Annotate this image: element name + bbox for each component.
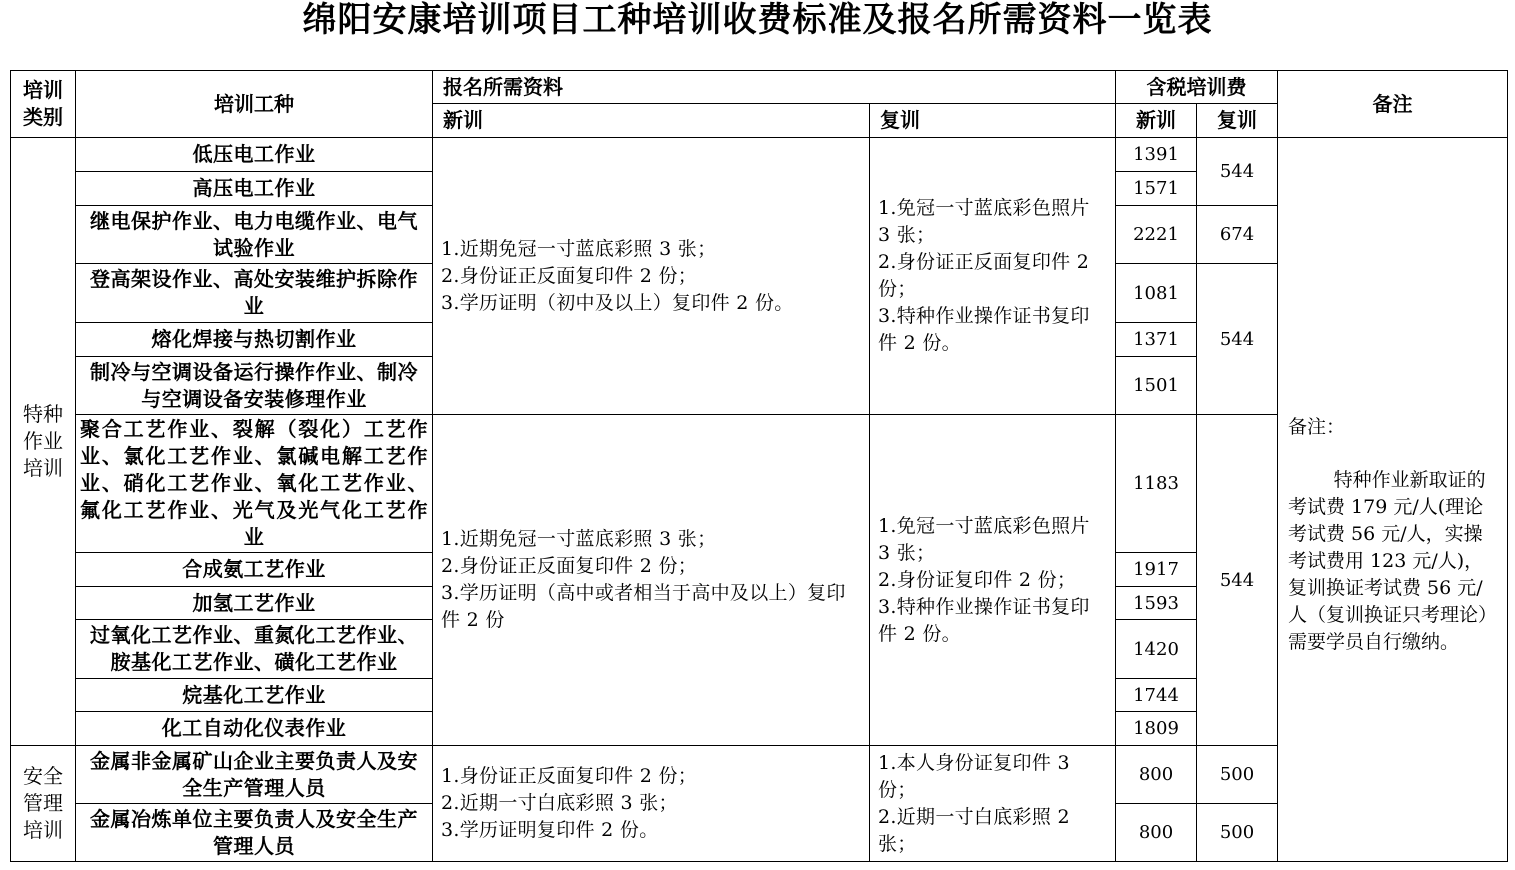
remark-cell	[1278, 138, 1508, 862]
fee-re-cell: 500	[1197, 746, 1278, 804]
job-cell: 继电保护作业、电力电缆作业、电气试验作业	[76, 206, 433, 264]
fee-new-cell: 800	[1116, 804, 1197, 862]
fee-re-cell: 674	[1197, 206, 1278, 264]
job-cell: 登高架设作业、高处安装维护拆除作业	[76, 264, 433, 323]
header-category: 培训类别	[11, 71, 76, 138]
materials-group2-new: 1.近期免冠一寸蓝底彩照 3 张； 2.身份证正反面复印件 2 份； 3.学历证明（高中或者相当于高中及以上）复印件 2 份	[433, 415, 870, 746]
header-fee: 含税培训费	[1116, 71, 1278, 104]
job-cell: 金属冶炼单位主要负责人及安全生产管理人员	[76, 804, 433, 862]
fee-new-cell: 1081	[1116, 264, 1197, 323]
fee-new-cell: 1593	[1116, 587, 1197, 620]
fee-table	[10, 70, 1508, 862]
job-cell: 烷基化工艺作业	[76, 679, 433, 712]
header-fee-re: 复训	[1197, 104, 1278, 138]
category-safety: 安全管理培训	[11, 746, 76, 862]
fee-new-cell: 1420	[1116, 620, 1197, 679]
fee-new-cell: 2221	[1116, 206, 1197, 264]
materials-group1-re: 1.免冠一寸蓝底彩色照片 3 张； 2.身份证正反面复印件 2 份； 3.特种作业操作证书复印件 2 份。	[870, 138, 1116, 415]
materials-group1-new: 1.近期免冠一寸蓝底彩照 3 张； 2.身份证正反面复印件 2 份； 3.学历证明（初中及以上）复印件 2 份。	[433, 138, 870, 415]
fee-new-cell: 1371	[1116, 323, 1197, 357]
job-cell: 低压电工作业	[76, 138, 433, 172]
fee-new-cell: 800	[1116, 746, 1197, 804]
fee-new-cell: 1571	[1116, 172, 1197, 206]
fee-re-cell: 544	[1197, 138, 1278, 206]
header-materials-new: 新训	[433, 104, 870, 138]
fee-new-cell: 1391	[1116, 138, 1197, 172]
job-cell: 合成氨工艺作业	[76, 553, 433, 587]
job-cell: 化工自动化仪表作业	[76, 712, 433, 746]
job-cell: 制冷与空调设备运行操作作业、制冷与空调设备安装修理作业	[76, 357, 433, 415]
fee-re-cell: 544	[1197, 415, 1278, 746]
fee-new-cell: 1809	[1116, 712, 1197, 746]
header-materials-re: 复训	[870, 104, 1116, 138]
job-cell: 熔化焊接与热切割作业	[76, 323, 433, 357]
fee-new-cell: 1183	[1116, 415, 1197, 553]
header-job: 培训工种	[76, 71, 433, 138]
fee-new-cell: 1744	[1116, 679, 1197, 712]
materials-safety-re: 1.本人身份证复印件 3 份； 2.近期一寸白底彩照 2 张；	[870, 746, 1116, 862]
header-fee-new: 新训	[1116, 104, 1197, 138]
header-materials: 报名所需资料	[433, 71, 1116, 104]
job-cell: 过氧化工艺作业、重氮化工艺作业、胺基化工艺作业、磺化工艺作业	[76, 620, 433, 679]
fee-new-cell: 1501	[1116, 357, 1197, 415]
job-cell: 金属非金属矿山企业主要负责人及安全生产管理人员	[76, 746, 433, 804]
materials-group2-re: 1.免冠一寸蓝底彩色照片 3 张； 2.身份证复印件 2 份； 3.特种作业操作证书复印件 2 份。	[870, 415, 1116, 746]
header-remark: 备注	[1278, 71, 1508, 138]
fee-new-cell: 1917	[1116, 553, 1197, 587]
fee-re-cell: 500	[1197, 804, 1278, 862]
job-cell: 高压电工作业	[76, 172, 433, 206]
fee-re-cell: 544	[1197, 264, 1278, 415]
remark-text: 特种作业新取证的考试费 179 元/人(理论考试费 56 元/人，实操考试费用 123 元/人)，复训换证考试费 56 元/人（复训换证只考理论）需要学员自行缴纳。	[1288, 468, 1498, 653]
job-cell: 聚合工艺作业、裂解（裂化）工艺作业、氯化工艺作业、氯碱电解工艺作业、硝化工艺作业、氧化工艺作业、氟化工艺作业、光气及光气化工艺作业	[76, 415, 433, 553]
remark-label: 备注：	[1288, 415, 1346, 438]
category-special: 特种作业培训	[11, 138, 76, 746]
job-cell: 加氢工艺作业	[76, 587, 433, 620]
materials-safety-new: 1.身份证正反面复印件 2 份； 2.近期一寸白底彩照 3 张； 3.学历证明复印件 2 份。	[433, 746, 870, 862]
page-title: 绵阳安康培训项目工种培训收费标准及报名所需资料一览表	[302, 0, 1213, 40]
